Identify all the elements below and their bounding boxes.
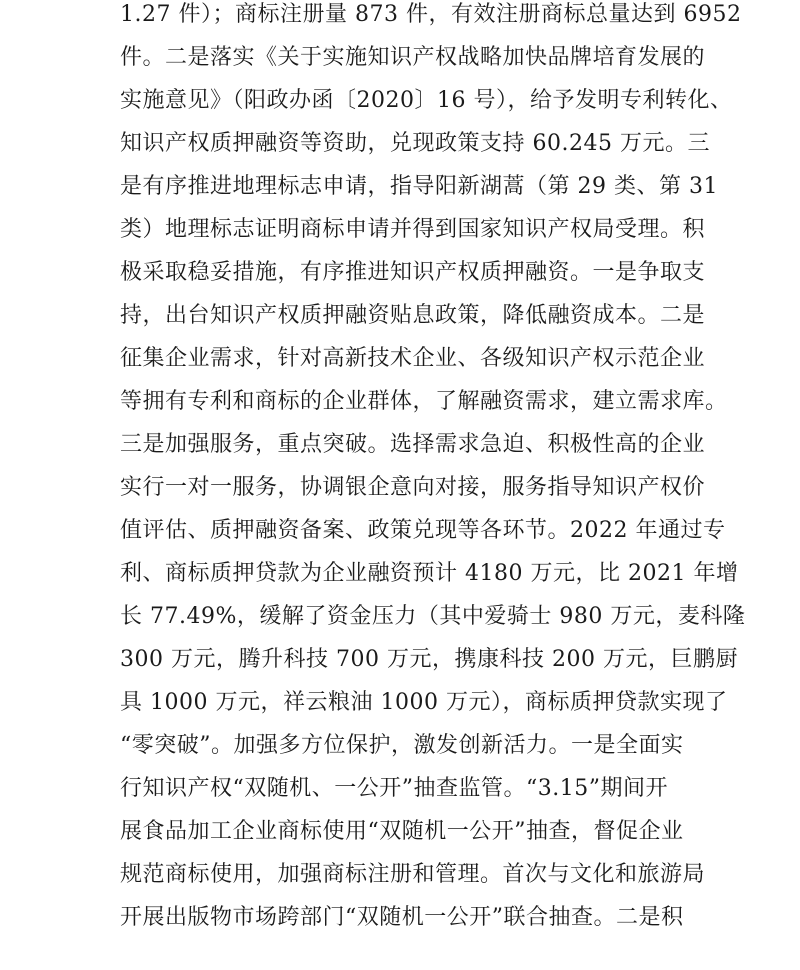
text-line-10: 等拥有专利和商标的企业群体，了解融资需求，建立需求库。 bbox=[120, 389, 728, 414]
text-line-2: 件。二是落实《关于实施知识产权战略加快品牌培育发展的 bbox=[120, 45, 706, 70]
text-line-21: 规范商标使用，加强商标注册和管理。首次与文化和旅游局 bbox=[120, 862, 706, 887]
text-line-9: 征集企业需求，针对高新技术企业、各级知识产权示范企业 bbox=[120, 346, 706, 371]
text-line-5: 是有序推进地理标志申请，指导阳新湖蒿（第 29 类、第 31 bbox=[120, 174, 718, 199]
text-line-17: 具 1000 万元，祥云粮油 1000 万元），商标质押贷款实现了 bbox=[120, 690, 728, 715]
text-line-18: “零突破”。加强多方位保护，激发创新活力。一是全面实 bbox=[120, 733, 684, 758]
text-line-1: 1.27 件）；商标注册量 873 件，有效注册商标总量达到 6952 bbox=[120, 2, 742, 27]
text-line-6: 类）地理标志证明商标申请并得到国家知识产权局受理。积 bbox=[120, 217, 706, 242]
text-line-16: 300 万元，腾升科技 700 万元，携康科技 200 万元，巨鹏厨 bbox=[120, 647, 738, 672]
text-line-19: 行知识产权“双随机、一公开”抽查监管。“3.15”期间开 bbox=[120, 776, 668, 801]
text-line-20: 展食品加工企业商标使用“双随机一公开”抽查，督促企业 bbox=[120, 819, 684, 844]
text-line-4: 知识产权质押融资等资助，兑现政策支持 60.245 万元。三 bbox=[120, 131, 710, 156]
text-line-3: 实施意见》（阳政办函〔2020〕16 号），给予发明专利转化、 bbox=[120, 88, 733, 113]
text-line-14: 利、商标质押贷款为企业融资预计 4180 万元，比 2021 年增 bbox=[120, 561, 739, 586]
text-line-15: 长 77.49%，缓解了资金压力（其中爱骑士 980 万元，麦科隆 bbox=[120, 604, 746, 629]
text-line-12: 实行一对一服务，协调银企意向对接，服务指导知识产权价 bbox=[120, 475, 706, 500]
text-line-22: 开展出版物市场跨部门“双随机一公开”联合抽查。二是积 bbox=[120, 905, 684, 930]
text-line-7: 极采取稳妥措施，有序推进知识产权质押融资。一是争取支 bbox=[120, 260, 706, 285]
text-line-13: 值评估、质押融资备案、政策兑现等各环节。2022 年通过专 bbox=[120, 518, 726, 543]
text-line-11: 三是加强服务，重点突破。选择需求急迫、积极性高的企业 bbox=[120, 432, 706, 457]
text-line-8: 持，出台知识产权质押融资贴息政策，降低融资成本。二是 bbox=[120, 303, 706, 328]
